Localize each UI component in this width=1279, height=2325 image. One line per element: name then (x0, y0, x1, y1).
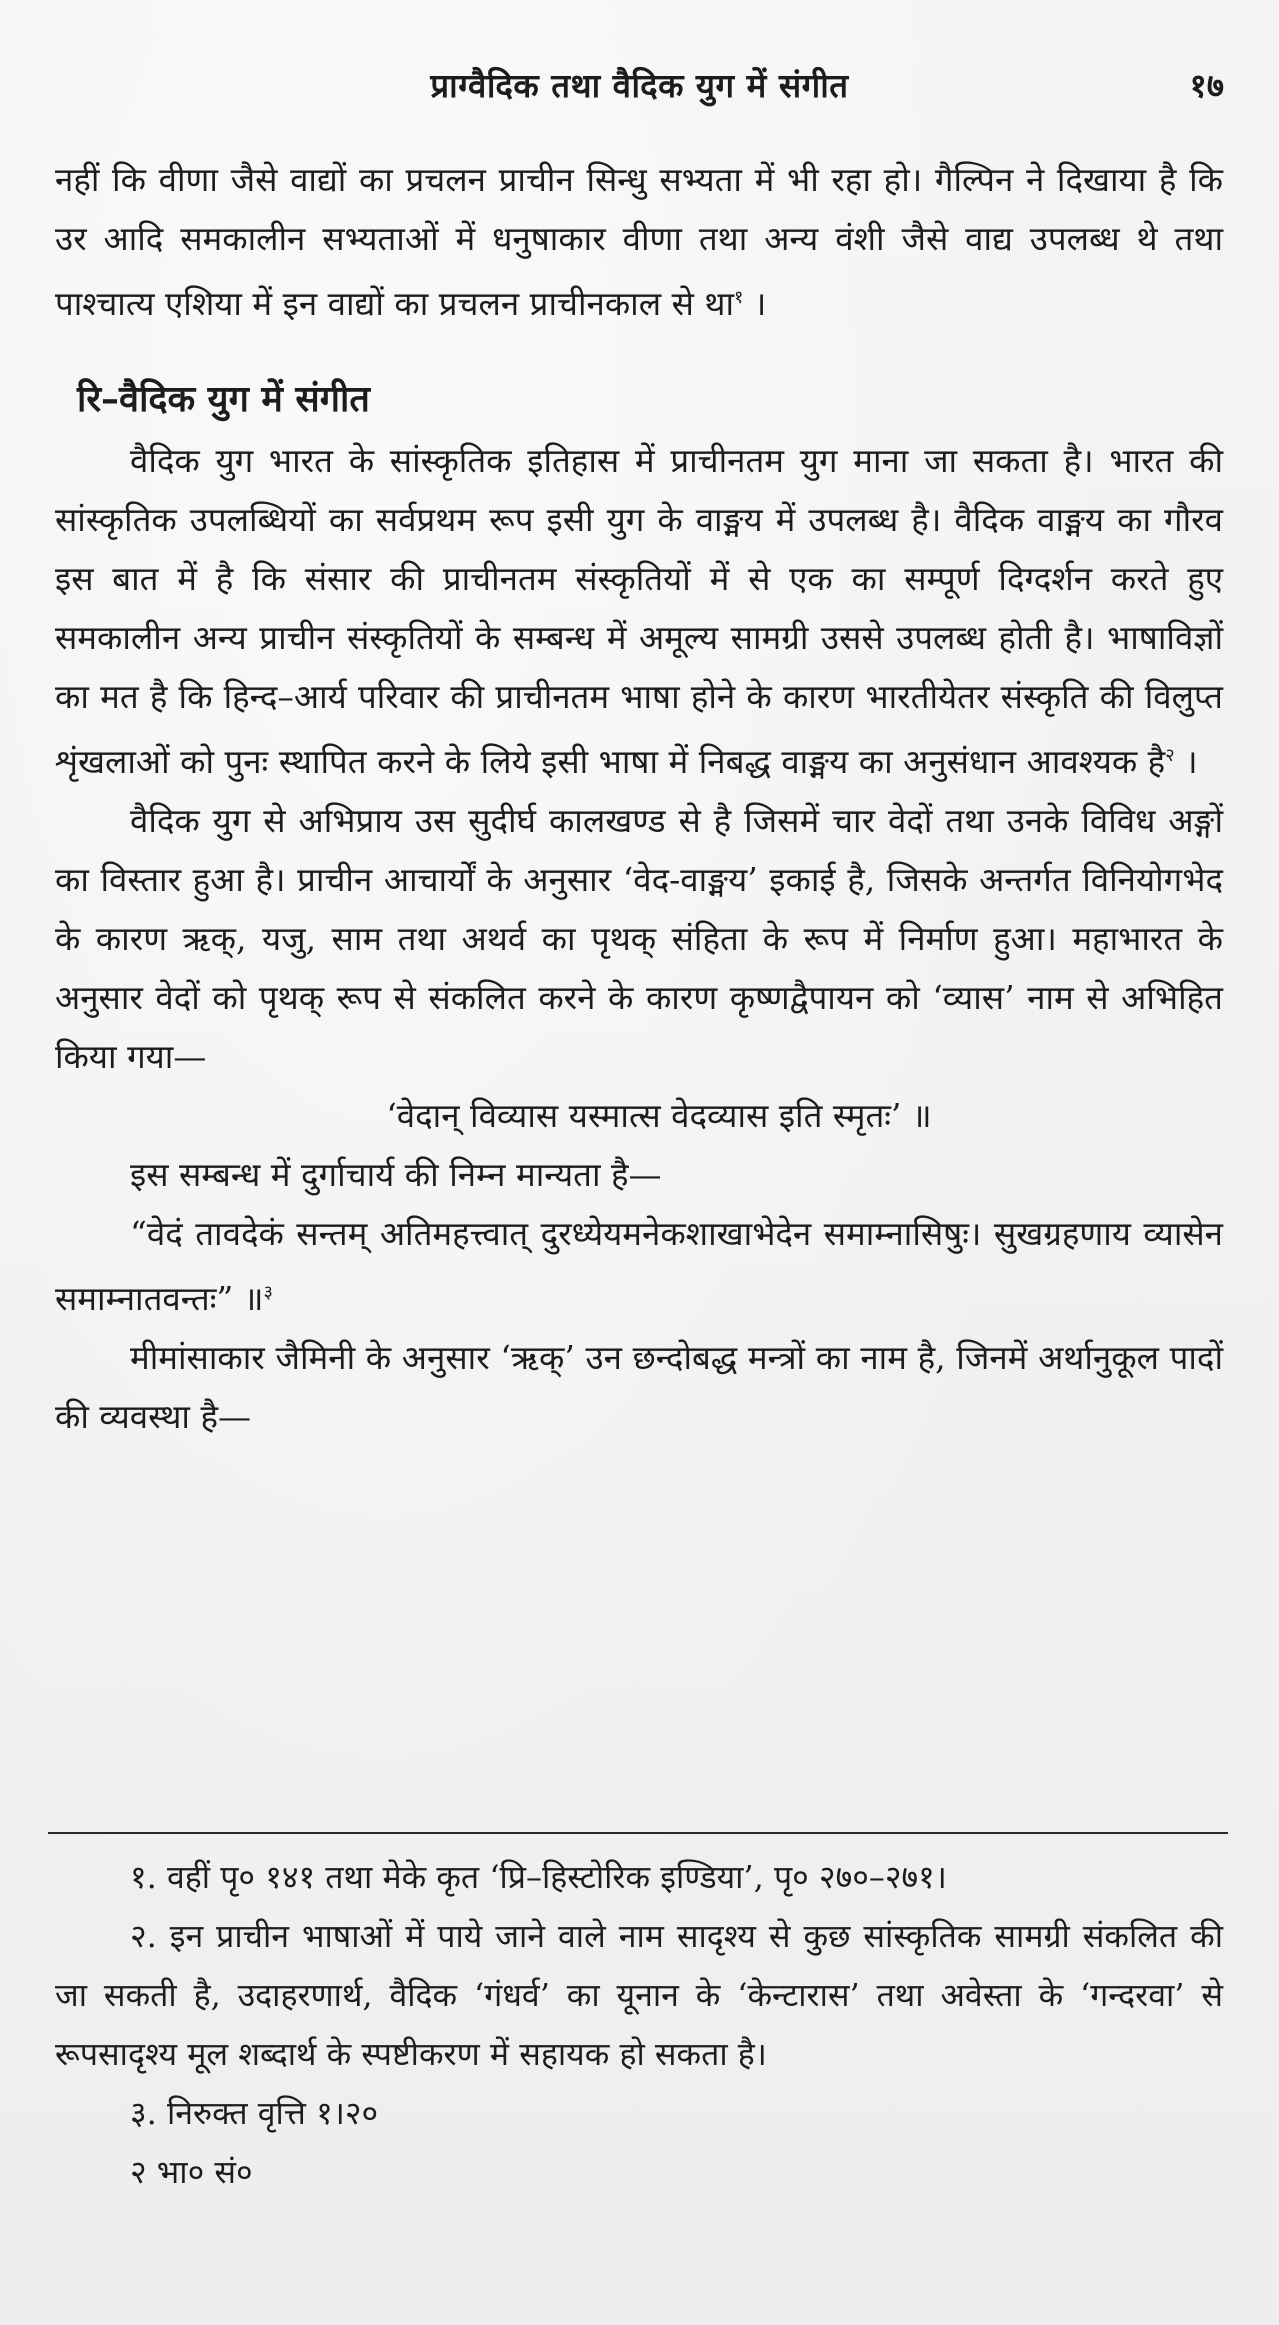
paragraph: मीमांसाकार जैमिनी के अनुसार ‘ऋक्’ उन छन्दोबद्ध मन्त्रों का नाम है, जिनमें अर्थानुकूल पादों की व्यवस्था है— (55, 1338, 1223, 1436)
paragraph (55, 431, 1223, 791)
footnote: ३. निरुक्त वृत्ति १।२० (130, 2094, 379, 2132)
paragraph-end: । (753, 284, 767, 323)
footnotes (55, 1848, 1223, 2202)
paragraph-text: वैदिक युग भारत के सांस्कृतिक इतिहास में प्राचीनतम युग माना जा सकता है। भारत की सांस्कृतिक उपलब्धियों का सर्वप्रथम रूप इसी युग के वाङ्मय में उपलब्ध है। वैदिक वाङ्मय का गौरव इस बात में है कि संसार की प्राचीनतम संस्कृतियों में से एक का सम्पूर्ण दिग्दर्शन करते हुए समकालीन अन्य प्राचीन संस्कृतियों के सम्बन्ध में अमूल्य सामग्री उससे उपलब्ध होती है। भाषाविज्ञों का मत है कि हिन्द–आर्य परिवार की प्राचीनतम भाषा होने के कारण भारतीयेतर संस्कृति की विलुप्त शृंखलाओं को पुनः स्थापित करने के लिये इसी भाषा में निबद्ध वाङ्मय का अनुसंधान आवश्यक है (55, 441, 1223, 781)
paragraph-text: नहीं कि वीणा जैसे वाद्यों का प्रचलन प्राचीन सिन्धु सभ्यता में भी रहा हो। गैल्पिन ने दिखाया है कि उर आदि समकालीन सभ्यताओं में धनुषाकार वीणा तथा अन्य वंशी जैसे वाद्य उपलब्ध थे तथा पाश्चात्य एशिया में इन वाद्यों का प्रचलन प्राचीनकाल से था (55, 160, 1223, 323)
paragraph: इस सम्बन्ध में दुर्गाचार्य की निम्न मान्यता है— (130, 1155, 662, 1194)
footnote: २. इन प्राचीन भाषाओं में पाये जाने वाले नाम सादृश्य से कुछ सांस्कृतिक सामग्री संकलित की जा सकती है, उदाहरणार्थ, वैदिक ‘गंधर्व’ का यूनान के ‘केन्टारास’ तथा अवेस्ता के ‘गन्दरवा’ से रूपसादृश्य मूल शब्दार्थ के स्पष्टीकरण में सहायक हो सकता है। (55, 1917, 1223, 2073)
running-header (0, 62, 1279, 106)
signature-mark: २ भा० सं० (130, 2153, 253, 2191)
footnote-divider (48, 1832, 1228, 1834)
running-title: प्राग्वैदिक तथा वैदिक युग में संगीत (430, 66, 849, 105)
footnote-ref: २ (1165, 745, 1175, 766)
verse-quote: ‘वेदान् विव्यास यस्मात्स वेदव्यास इति स्मृतः’ ॥ (386, 1096, 932, 1135)
footnote: १. वहीं पृ० १४१ तथा मेके कृत ‘प्रि–हिस्टोरिक इण्डिया’, पृ० २७०–२७१। (130, 1858, 947, 1896)
section-heading: रि–वैदिक युग में संगीत (77, 378, 370, 420)
footnote-ref: १ (734, 287, 744, 308)
footnote-ref: ३ (263, 1282, 273, 1303)
paragraph-end: । (1185, 742, 1198, 781)
quote-text: “वेदं तावदेकं सन्तम् अतिमहत्त्वात् दुरध्येयमनेकशाखाभेदेन समाम्नासिषुः। सुखग्रहणाय व्यासेन समाम्नातवन्तः” ॥ (55, 1214, 1223, 1318)
paragraph: वैदिक युग से अभिप्राय उस सुदीर्घ कालखण्ड से है जिसमें चार वेदों तथा उनके विविध अङ्गों का विस्तार हुआ है। प्राचीन आचार्यों के अनुसार ‘वेद-वाङ्मय’ इकाई है, जिसके अन्तर्गत विनियोगभेद के कारण ऋक्, यजु, साम तथा अथर्व का पृथक् संहिता के रूप में निर्माण हुआ। महाभारत के अनुसार वेदों को पृथक् रूप से संकलित करने के कारण कृष्णद्वैपायन को ‘व्यास’ नाम से अभिहित किया गया— (55, 801, 1223, 1076)
sanskrit-quote (55, 1204, 1223, 1328)
paragraph (55, 150, 1223, 333)
body-text (55, 150, 1223, 1446)
page-number: १७ (1189, 66, 1224, 105)
